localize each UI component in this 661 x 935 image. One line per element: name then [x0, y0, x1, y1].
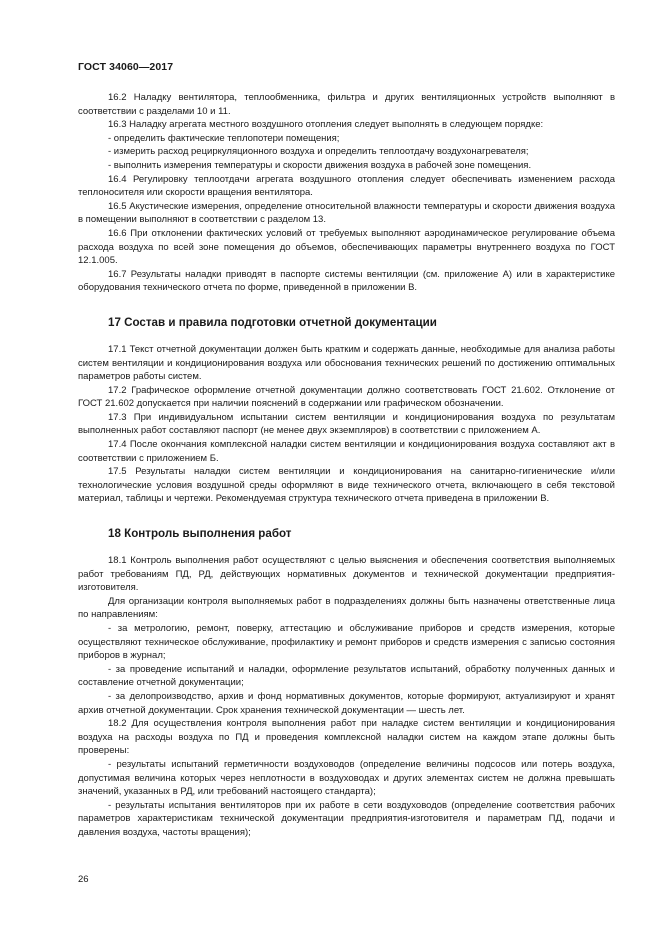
paragraph-18-1: 18.1 Контроль выполнения работ осуществляют с целью выяснения и обеспечения соответствия выполняемых работ требованиям ПД, РД, действующих нормативных документов и технической документации предприятия-изготовителя.	[78, 555, 615, 594]
list-item: - за метрологию, ремонт, поверку, аттестацию и обслуживание приборов и средств измерения, которые осуществляют техническое обслуживание, профилактику и ремонт приборов и средств измерения с записью состояния приборов в журнал;	[78, 623, 615, 662]
paragraph-16-4: 16.4 Регулировку теплоотдачи агрегата воздушного отопления следует обеспечивать изменением расхода теплоносителя или скорости вращения вентилятора.	[78, 173, 615, 199]
document-header: ГОСТ 34060—2017	[78, 61, 174, 73]
paragraph-17-1: 17.1 Текст отчетной документации должен быть кратким и содержать данные, необходимые для анализа работы систем вентиляции и кондиционирования воздуха или обоснования технических решений по достижению оптимальных параметров работы систем.	[78, 343, 615, 383]
paragraph-17-5: 17.5 Результаты наладки систем вентиляции и кондиционирования на санитарно-гигиенические и/или технологические условия воздушной среды оформляют в виде технического отчета, включающего в себя текстовой материал, таблицы и чертежи. Рекомендуемая структура технического отчета приведена в приложении В.	[78, 466, 615, 505]
paragraph-18-2: 18.2 Для осуществления контроля выполнения работ при наладке систем вентиляции и кондиционирования воздуха на расходы воздуха по ПД и проведения комплексной наладки систем на каждом этапе должны быть проверены:	[78, 718, 615, 757]
paragraph-16-2: 16.2 Наладку вентилятора, теплообменника, фильтра и других вентиляционных устройств выполняют в соответствии с разделами 10 и 11.	[78, 92, 615, 117]
paragraph-18-1-organization: Для организации контроля выполняемых работ в подразделениях должны быть назначены ответственные лица по направлениям:	[78, 595, 615, 621]
list-item: - результаты испытания вентиляторов при их работе в сети воздуховодов (определение соответствия рабочих параметров характеристикам технической документации предприятия-изготовителя и параметрам ПД, подачи и давления воздуха, частоты вращения);	[78, 799, 615, 838]
paragraph-16-5: 16.5 Акустические измерения, определение относительной влажности температуры и скорости движения воздуха в помещении выполняют в соответствии с разделом 13.	[78, 200, 615, 226]
paragraph-16-6: 16.6 При отклонении фактических условий от требуемых выполняют аэродинамическое регулирование объема расхода воздуха по всей зоне помещения до объемов, обеспечивающих параметры внутреннего воздуха по ГОСТ 12.1.005.	[78, 227, 615, 267]
list-item: - результаты испытаний герметичности воздуховодов (определение величины подсосов или потерь воздуха, допустимая величина которых через неплотности в воздуховодах и других элементах систем не должна превышать значений, указанных в РД, или требований настоящего стандарта);	[78, 758, 615, 798]
paragraph-17-3: 17.3 При индивидуальном испытании систем вентиляции и кондиционирования воздуха по результатам выполненных работ составляют паспорт (не менее двух экземпляров) в соответствии с приложением А.	[78, 411, 615, 437]
list-item: - за проведение испытаний и наладки, оформление результатов испытаний, обработку полученных данных и составление отчетной документации;	[78, 663, 615, 689]
list-item: - определить фактические теплопотери помещения;	[108, 132, 340, 144]
list-item: - за делопроизводство, архив и фонд нормативных документов, которые формируют, актуализируют и хранят архив отчетной документации. Срок хранения технической документации — шесть лет.	[78, 690, 615, 716]
paragraph-16-7: 16.7 Результаты наладки приводят в паспорте системы вентиляции (см. приложение А) или в характеристике оборудования технического отчета по форме, приведенной в приложении В.	[78, 268, 615, 294]
paragraph-16-3: 16.3 Наладку агрегата местного воздушного отопления следует выполнять в следующем порядке:	[108, 119, 544, 131]
section-18-heading: 18 Контроль выполнения работ	[108, 527, 292, 541]
list-item: - измерить расход рециркуляционного воздуха и определить теплоотдачу воздухонагревателя;	[108, 146, 529, 158]
page-number: 26	[78, 874, 89, 885]
paragraph-17-4: 17.4 После окончания комплексной наладки систем вентиляции и кондиционирования воздуха составляют акт в соответствии с приложением Б.	[78, 439, 615, 464]
section-17-heading: 17 Состав и правила подготовки отчетной документации	[108, 315, 437, 329]
document-body	[78, 91, 615, 840]
paragraph-17-2: 17.2 Графическое оформление отчетной документации должно соответствовать ГОСТ 21.602. Отклонение от ГОСТ 21.602 допускается при наличии пояснений в содержании или графическом обозначении.	[78, 384, 615, 410]
list-item: - выполнить измерения температуры и скорости движения воздуха в рабочей зоне помещения.	[108, 159, 532, 171]
